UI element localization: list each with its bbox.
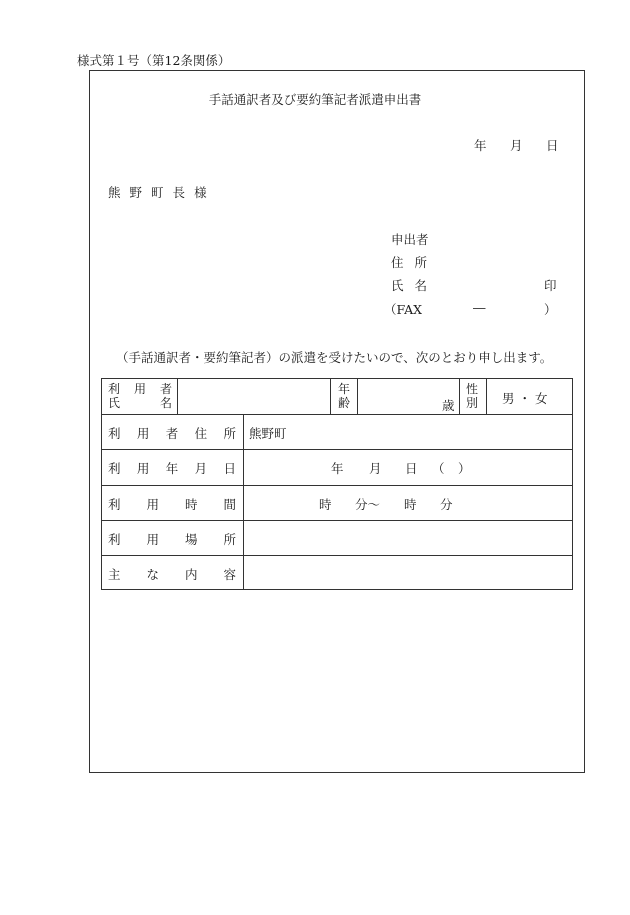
usage-place-label: 利 用 場 所 [108,532,236,547]
usage-date-day: 日 [405,461,418,476]
sex-options: 男 ・ 女 [502,391,548,406]
applicant-name-label: 氏 名 [391,278,428,293]
usage-time-hour1: 時 [319,497,332,512]
usage-time-min1: 分～ [355,497,381,512]
fax-label: （FAX [384,302,423,317]
table-col-divider [243,414,244,590]
usage-time-min2: 分 [440,497,453,512]
table-col-divider [330,379,331,414]
table-row-divider [102,449,572,450]
table-row-divider [102,414,572,415]
applicant-heading: 申出者 [391,232,429,247]
table-col-divider [177,379,178,414]
table-col-divider [486,379,487,414]
usage-time-hour2: 時 [404,497,417,512]
age-unit: 歳 [442,398,455,413]
fax-dash: ― [473,300,486,315]
table-row-divider [102,555,572,556]
date-year-label: 年 [474,138,487,153]
age-label: 年 齢 [337,382,350,410]
applicant-address-label: 住 所 [391,255,428,270]
usage-date-year: 年 [331,461,344,476]
table-col-divider [459,379,460,414]
user-name-label-line1: 利 用 者 [108,382,172,396]
main-content-label: 主 な 内 容 [108,567,236,582]
usage-time-label: 利 用 時 間 [108,497,236,512]
addressee: 熊野町長様 [108,185,216,200]
dispatch-table [101,378,573,590]
usage-date-paren-close: ） [458,461,471,476]
date-day-label: 日 [546,138,559,153]
seal-mark: 印 [544,278,557,293]
table-row-divider [102,520,572,521]
request-statement: （手話通訳者・要約筆記者）の派遣を受けたいので、次のとおり申し出ます。 [116,350,553,365]
form-number: 様式第１号（第12条関係） [77,53,231,68]
table-col-divider [357,379,358,414]
usage-date-paren-open: （ [432,461,445,476]
user-address-label: 利 用 者 住 所 [108,426,236,441]
usage-date-label: 利 用 年 月 日 [108,461,236,476]
usage-date-month: 月 [369,461,382,476]
sex-label: 性 別 [465,382,478,410]
form-title: 手話通訳者及び要約筆記者派遣申出書 [208,92,422,107]
fax-close: ） [544,302,557,317]
user-name-label-line2: 氏 名 [108,396,172,410]
user-address-value: 熊野町 [249,426,287,441]
table-row-divider [102,485,572,486]
date-month-label: 月 [510,138,523,153]
